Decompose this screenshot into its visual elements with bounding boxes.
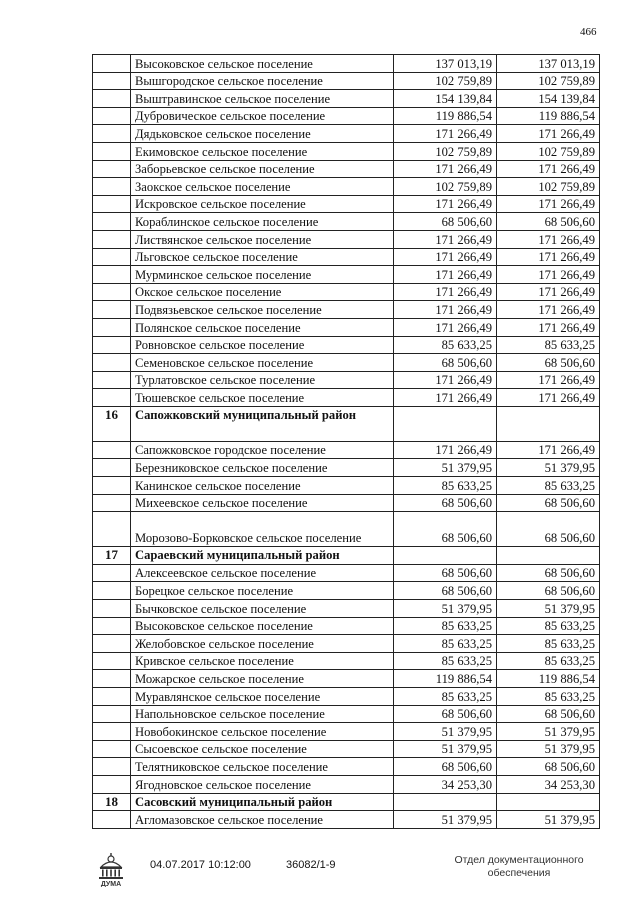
settlement-name: Заборьевское сельское поселение: [131, 160, 394, 178]
row-number: [93, 477, 131, 495]
table-row: [93, 283, 600, 301]
settlement-name: Михеевское сельское поселение: [131, 494, 394, 512]
district-row: [93, 547, 600, 565]
table-row: [93, 142, 600, 160]
settlement-name: Ровновское сельское поселение: [131, 336, 394, 354]
amount-col-2: 171 266,49: [497, 389, 600, 407]
row-number: [93, 318, 131, 336]
table-row: [93, 775, 600, 793]
amount-col-2: 68 506,60: [497, 354, 600, 372]
settlement-name: Мурминское сельское поселение: [131, 266, 394, 284]
amount-col-2: 171 266,49: [497, 318, 600, 336]
table-row: [93, 266, 600, 284]
logo-caption: ДУМА: [100, 881, 122, 887]
row-number: [93, 213, 131, 231]
settlement-name: Сысоевское сельское поселение: [131, 740, 394, 758]
amount-col-2: 171 266,49: [497, 125, 600, 143]
district-row: [93, 793, 600, 811]
table-row: [93, 55, 600, 73]
table-row: [93, 213, 600, 231]
settlement-name: Искровское сельское поселение: [131, 195, 394, 213]
amount-col-1: 85 633,25: [394, 336, 497, 354]
amount-col-2: 119 886,54: [497, 670, 600, 688]
row-number: [93, 90, 131, 108]
table-row: [93, 125, 600, 143]
table-row: [93, 617, 600, 635]
amount-col-2: 51 379,95: [497, 459, 600, 477]
row-number: [93, 811, 131, 829]
amount-col-1: 171 266,49: [394, 195, 497, 213]
table-row: [93, 740, 600, 758]
settlement-name: Алексеевское сельское поселение: [131, 564, 394, 582]
amount-col-1: 171 266,49: [394, 318, 497, 336]
amount-col-2: 51 379,95: [497, 723, 600, 741]
table-row: [93, 248, 600, 266]
table-row: [93, 758, 600, 776]
row-number: [93, 635, 131, 653]
amount-col-1: 68 506,60: [394, 354, 497, 372]
row-number: [93, 652, 131, 670]
row-number: [93, 72, 131, 90]
amount-col-1: 171 266,49: [394, 441, 497, 459]
row-number: [93, 389, 131, 407]
settlement-name: Высоковское сельское поселение: [131, 55, 394, 73]
duma-logo-icon: [96, 853, 126, 887]
amount-col-1: 68 506,60: [394, 758, 497, 776]
amount-col-1: 51 379,95: [394, 723, 497, 741]
amount-col-2: 171 266,49: [497, 160, 600, 178]
row-number: [93, 178, 131, 196]
amount-col-1: [394, 406, 497, 441]
row-number: [93, 775, 131, 793]
settlement-name: Кривское сельское поселение: [131, 652, 394, 670]
table-row: [93, 512, 600, 547]
amount-col-1: [394, 547, 497, 565]
settlement-name: Окское сельское поселение: [131, 283, 394, 301]
amount-col-1: 102 759,89: [394, 178, 497, 196]
amount-col-2: 68 506,60: [497, 758, 600, 776]
amount-col-1: 51 379,95: [394, 811, 497, 829]
table-row: [93, 441, 600, 459]
settlement-name: Ягодновское сельское поселение: [131, 775, 394, 793]
amount-col-2: [497, 406, 600, 441]
amount-col-2: 51 379,95: [497, 811, 600, 829]
settlement-name: Новобокинское сельское поселение: [131, 723, 394, 741]
amount-col-1: 102 759,89: [394, 142, 497, 160]
amount-col-1: [394, 793, 497, 811]
footer-datetime: 04.07.2017 10:12:00: [150, 859, 251, 871]
footer-doc-id: 36082/1-9: [286, 859, 336, 871]
table-row: [93, 582, 600, 600]
row-number: [93, 371, 131, 389]
amount-col-1: 85 633,25: [394, 617, 497, 635]
settlement-name: Тюшевское сельское поселение: [131, 389, 394, 407]
amount-col-1: 119 886,54: [394, 670, 497, 688]
amount-col-1: 171 266,49: [394, 389, 497, 407]
budget-table: [92, 54, 600, 829]
amount-col-2: [497, 547, 600, 565]
settlement-name: Морозово-Борковское сельское поселение: [131, 512, 394, 547]
amount-col-2: 171 266,49: [497, 371, 600, 389]
amount-col-1: 68 506,60: [394, 582, 497, 600]
table-row: [93, 230, 600, 248]
amount-col-2: 137 013,19: [497, 55, 600, 73]
amount-col-1: 137 013,19: [394, 55, 497, 73]
row-number: [93, 248, 131, 266]
amount-col-2: 85 633,25: [497, 477, 600, 495]
table-row: [93, 107, 600, 125]
table-row: [93, 600, 600, 618]
row-number: [93, 125, 131, 143]
table-row: [93, 705, 600, 723]
amount-col-1: 171 266,49: [394, 266, 497, 284]
row-number: [93, 758, 131, 776]
amount-col-2: 68 506,60: [497, 582, 600, 600]
row-number: [93, 459, 131, 477]
row-number: [93, 195, 131, 213]
table-row: [93, 160, 600, 178]
settlement-name: Дубровическое сельское поселение: [131, 107, 394, 125]
amount-col-1: 171 266,49: [394, 230, 497, 248]
amount-col-1: 171 266,49: [394, 301, 497, 319]
page-number: 466: [580, 26, 597, 38]
amount-col-2: 85 633,25: [497, 617, 600, 635]
row-number: [93, 617, 131, 635]
row-number: [93, 55, 131, 73]
amount-col-1: 171 266,49: [394, 283, 497, 301]
table-body: [93, 55, 600, 829]
amount-col-1: 85 633,25: [394, 688, 497, 706]
table-row: [93, 354, 600, 372]
amount-col-1: 171 266,49: [394, 160, 497, 178]
table-row: [93, 635, 600, 653]
row-number: [93, 107, 131, 125]
settlement-name: Высоковское сельское поселение: [131, 617, 394, 635]
amount-col-1: 51 379,95: [394, 740, 497, 758]
amount-col-1: 68 506,60: [394, 494, 497, 512]
table-row: [93, 564, 600, 582]
settlement-name: Подвязьевское сельское поселение: [131, 301, 394, 319]
row-number: [93, 441, 131, 459]
amount-col-2: 102 759,89: [497, 178, 600, 196]
settlement-name: Сапожковское городское поселение: [131, 441, 394, 459]
settlement-name: Муравлянское сельское поселение: [131, 688, 394, 706]
amount-col-2: 85 633,25: [497, 336, 600, 354]
settlement-name: Борецкое сельское поселение: [131, 582, 394, 600]
row-number: [93, 705, 131, 723]
amount-col-2: 171 266,49: [497, 230, 600, 248]
settlement-name: Льговское сельское поселение: [131, 248, 394, 266]
amount-col-1: 171 266,49: [394, 125, 497, 143]
table-row: [93, 459, 600, 477]
table-row: [93, 72, 600, 90]
table-row: [93, 688, 600, 706]
amount-col-1: 68 506,60: [394, 705, 497, 723]
amount-col-2: 68 506,60: [497, 705, 600, 723]
amount-col-2: 171 266,49: [497, 195, 600, 213]
district-name: Сапожковский муниципальный район: [131, 406, 394, 441]
amount-col-2: [497, 793, 600, 811]
amount-col-2: 85 633,25: [497, 652, 600, 670]
amount-col-2: 51 379,95: [497, 740, 600, 758]
amount-col-1: 119 886,54: [394, 107, 497, 125]
amount-col-2: 119 886,54: [497, 107, 600, 125]
table-row: [93, 389, 600, 407]
row-number: 18: [93, 793, 131, 811]
settlement-name: Турлатовское сельское поселение: [131, 371, 394, 389]
amount-col-1: 154 139,84: [394, 90, 497, 108]
amount-col-1: 34 253,30: [394, 775, 497, 793]
table-row: [93, 318, 600, 336]
settlement-name: Листвянское сельское поселение: [131, 230, 394, 248]
amount-col-1: 171 266,49: [394, 371, 497, 389]
settlement-name: Дядьковское сельское поселение: [131, 125, 394, 143]
amount-col-2: 102 759,89: [497, 142, 600, 160]
row-number: [93, 301, 131, 319]
amount-col-1: 51 379,95: [394, 600, 497, 618]
table-row: [93, 90, 600, 108]
amount-col-2: 154 139,84: [497, 90, 600, 108]
row-number: [93, 670, 131, 688]
amount-col-2: 68 506,60: [497, 213, 600, 231]
amount-col-2: 171 266,49: [497, 283, 600, 301]
district-row: [93, 406, 600, 441]
amount-col-1: 68 506,60: [394, 213, 497, 231]
settlement-name: Канинское сельское поселение: [131, 477, 394, 495]
row-number: [93, 336, 131, 354]
amount-col-2: 68 506,60: [497, 564, 600, 582]
table-row: [93, 336, 600, 354]
amount-col-2: 171 266,49: [497, 266, 600, 284]
amount-col-2: 171 266,49: [497, 248, 600, 266]
settlement-name: Телятниковское сельское поселение: [131, 758, 394, 776]
row-number: [93, 283, 131, 301]
row-number: [93, 582, 131, 600]
row-number: [93, 494, 131, 512]
row-number: [93, 354, 131, 372]
table-row: [93, 178, 600, 196]
settlement-name: Напольновское сельское поселение: [131, 705, 394, 723]
amount-col-2: 51 379,95: [497, 600, 600, 618]
table-row: [93, 371, 600, 389]
district-name: Сасовский муниципальный район: [131, 793, 394, 811]
row-number: [93, 688, 131, 706]
table-row: [93, 301, 600, 319]
table-row: [93, 494, 600, 512]
table-row: [93, 477, 600, 495]
amount-col-2: 34 253,30: [497, 775, 600, 793]
table-row: [93, 670, 600, 688]
settlement-name: Заокское сельское поселение: [131, 178, 394, 196]
amount-col-1: 68 506,60: [394, 564, 497, 582]
amount-col-1: 51 379,95: [394, 459, 497, 477]
table-row: [93, 723, 600, 741]
amount-col-2: 171 266,49: [497, 301, 600, 319]
amount-col-2: 85 633,25: [497, 688, 600, 706]
settlement-name: Березниковское сельское поселение: [131, 459, 394, 477]
stamp-line-2: обеспечения: [487, 867, 551, 879]
settlement-name: Полянское сельское поселение: [131, 318, 394, 336]
settlement-name: Бычковское сельское поселение: [131, 600, 394, 618]
amount-col-2: 68 506,60: [497, 512, 600, 547]
table-row: [93, 195, 600, 213]
department-stamp: [444, 854, 594, 880]
settlement-name: Кораблинское сельское поселение: [131, 213, 394, 231]
amount-col-1: 102 759,89: [394, 72, 497, 90]
amount-col-1: 85 633,25: [394, 635, 497, 653]
amount-col-1: 68 506,60: [394, 512, 497, 547]
settlement-name: Екимовское сельское поселение: [131, 142, 394, 160]
row-number: [93, 564, 131, 582]
table-row: [93, 652, 600, 670]
row-number: [93, 740, 131, 758]
row-number: [93, 266, 131, 284]
row-number: [93, 600, 131, 618]
amount-col-1: 171 266,49: [394, 248, 497, 266]
settlement-name: Агломазовское сельское поселение: [131, 811, 394, 829]
settlement-name: Выштравинское сельское поселение: [131, 90, 394, 108]
amount-col-2: 171 266,49: [497, 441, 600, 459]
amount-col-2: 102 759,89: [497, 72, 600, 90]
row-number: [93, 142, 131, 160]
settlement-name: Можарское сельское поселение: [131, 670, 394, 688]
settlement-name: Вышгородское сельское поселение: [131, 72, 394, 90]
row-number: [93, 160, 131, 178]
settlement-name: Семеновское сельское поселение: [131, 354, 394, 372]
table-row: [93, 811, 600, 829]
amount-col-2: 85 633,25: [497, 635, 600, 653]
row-number: [93, 230, 131, 248]
row-number: 16: [93, 406, 131, 441]
amount-col-2: 68 506,60: [497, 494, 600, 512]
amount-col-1: 85 633,25: [394, 477, 497, 495]
row-number: [93, 512, 131, 547]
district-name: Сараевский муниципальный район: [131, 547, 394, 565]
row-number: 17: [93, 547, 131, 565]
amount-col-1: 85 633,25: [394, 652, 497, 670]
settlement-name: Желобовское сельское поселение: [131, 635, 394, 653]
row-number: [93, 723, 131, 741]
stamp-line-1: Отдел документационного: [454, 854, 584, 866]
footer: [0, 851, 640, 891]
